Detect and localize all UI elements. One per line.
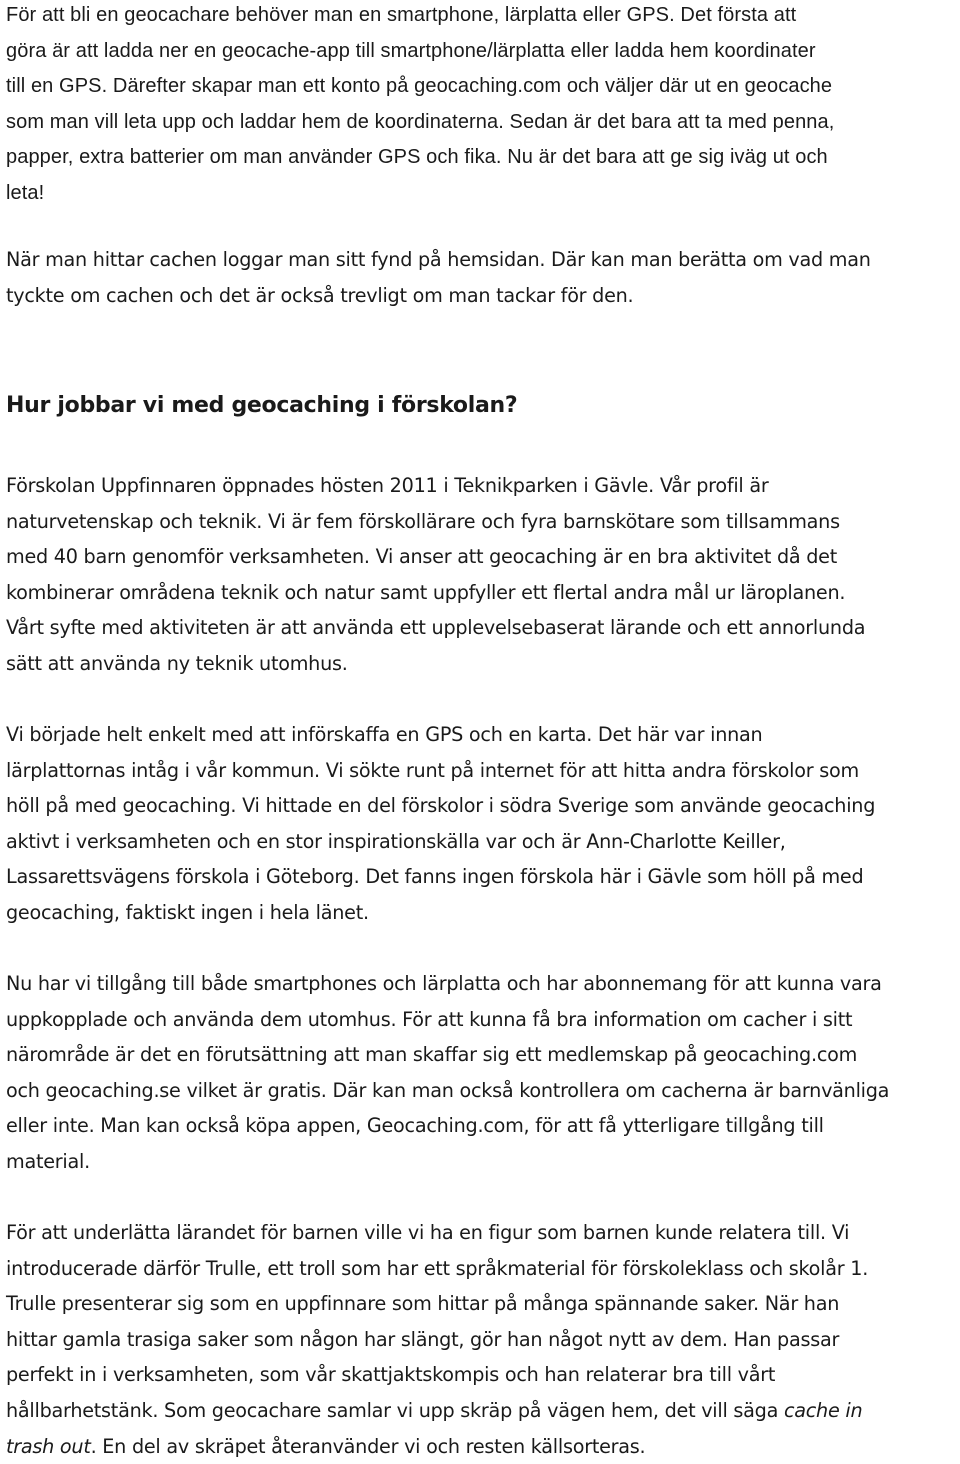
text-line: eller inte. Man kan också köpa appen, Geocaching.com, för att få ytterligare tillgång till xyxy=(6,1114,824,1138)
text-line: Trulle presenterar sig som en uppfinnare som hittar på många spännande saker. När han xyxy=(6,1292,840,1316)
text-line: För att underlätta lärandet för barnen ville vi ha en figur som barnen kunde relatera till. Vi xyxy=(6,1221,850,1244)
italic-phrase: cache in xyxy=(783,1398,863,1422)
text-line: Nu har vi tillgång till både smartphones och lärplatta och har abonnemang för att kunna vara xyxy=(6,972,882,995)
text-line: introducerade därför Trulle, ett troll som har ett språkmaterial för förskoleklass och skolår 1. xyxy=(6,1256,869,1280)
text-line: Förskolan Uppfinnaren öppnades hösten 2011 i Teknikparken i Gävle. Vår profil är xyxy=(6,474,769,497)
text-line: till en GPS. Därefter skapar man ett konto på geocaching.com och väljer där ut en geocache xyxy=(6,75,833,98)
paragraph-logging xyxy=(6,242,871,313)
text-line: Vi började helt enkelt med att införskaffa en GPS och en karta. Det här var innan xyxy=(6,723,763,746)
paragraph-trulle xyxy=(6,1215,868,1464)
text-line: kombinerar områdena teknik och natur samt uppfyller ett flertal andra mål ur läroplanen. xyxy=(6,580,846,604)
text-line: som man vill leta upp och laddar hem de koordinaterna. Sedan är det bara att ta med penna, xyxy=(6,110,835,133)
text-line: med 40 barn genomför verksamheten. Vi anser att geocaching är en bra aktivitet då det xyxy=(6,545,838,569)
text-line: leta! xyxy=(6,181,45,204)
text-line: När man hittar cachen loggar man sitt fynd på hemsidan. Där kan man berätta om vad man xyxy=(6,248,871,271)
text-line: Lassarettsvägens förskola i Göteborg. Det fanns ingen förskola här i Gävle som höll på med xyxy=(6,865,864,889)
text-line: lärplattornas intåg i vår kommun. Vi sökte runt på internet för att hitta andra förskolor som xyxy=(6,758,859,782)
text-line: material. xyxy=(6,1149,90,1173)
paragraph-intro xyxy=(6,0,834,212)
text-line: papper, extra batterier om man använder GPS och fika. Nu är det bara att ge sig iväg ut och xyxy=(6,146,828,169)
text-segment: hållbarhetstänk. Som geocachare samlar vi upp skräp på vägen hem, det vill säga xyxy=(6,1398,784,1422)
text-line: närområde är det en förutsättning att man skaffar sig ett medlemskap på geocaching.com xyxy=(6,1043,858,1067)
text-line: hittar gamla trasiga saker som någon har slängt, gör han något nytt av dem. Han passar xyxy=(6,1327,840,1351)
text-line: höll på med geocaching. Vi hittade en del förskolor i södra Sverige som använde geocaching xyxy=(6,794,876,818)
text-line: uppkopplade och använda dem utomhus. För att kunna få bra information om cacher i sitt xyxy=(6,1007,853,1031)
text-line xyxy=(6,1393,868,1429)
paragraph-beginning xyxy=(6,717,875,931)
italic-phrase: trash out xyxy=(6,1434,91,1458)
text-line: och geocaching.se vilket är gratis. Där kan man också kontrollera om cacherna är barnvänliga xyxy=(6,1078,890,1102)
text-line: geocaching, faktiskt ingen i hela länet. xyxy=(6,900,369,924)
text-line: naturvetenskap och teknik. Vi är fem förskollärare och fyra barnskötare som tillsammans xyxy=(6,509,840,533)
text-segment: . En del av skräpet återanvänder vi och resten källsorteras. xyxy=(90,1434,646,1458)
text-line xyxy=(6,1429,868,1464)
text-line: göra är att ladda ner en geocache-app till smartphone/lärplatta eller ladda hem koordinater xyxy=(6,39,816,62)
text-line: Vårt syfte med aktiviteten är att använda ett upplevelsebaserat lärande och ett annorlunda xyxy=(6,616,866,640)
text-line: För att bli en geocachare behöver man en smartphone, lärplatta eller GPS. Det första att xyxy=(6,4,797,26)
text-line: perfekt in i verksamheten, som vår skattjaktskompis och han relaterar bra till vårt xyxy=(6,1363,776,1387)
text-line: tyckte om cachen och det är också trevligt om man tackar för den. xyxy=(6,283,634,307)
section-heading: Hur jobbar vi med geocaching i förskolan? xyxy=(6,393,518,418)
text-line: aktivt i verksamheten och en stor inspirationskälla var och är Ann-Charlotte Keiller, xyxy=(6,829,786,853)
paragraph-equipment xyxy=(6,966,889,1180)
text-line: sätt att använda ny teknik utomhus. xyxy=(6,651,348,675)
paragraph-preschool xyxy=(6,468,865,682)
